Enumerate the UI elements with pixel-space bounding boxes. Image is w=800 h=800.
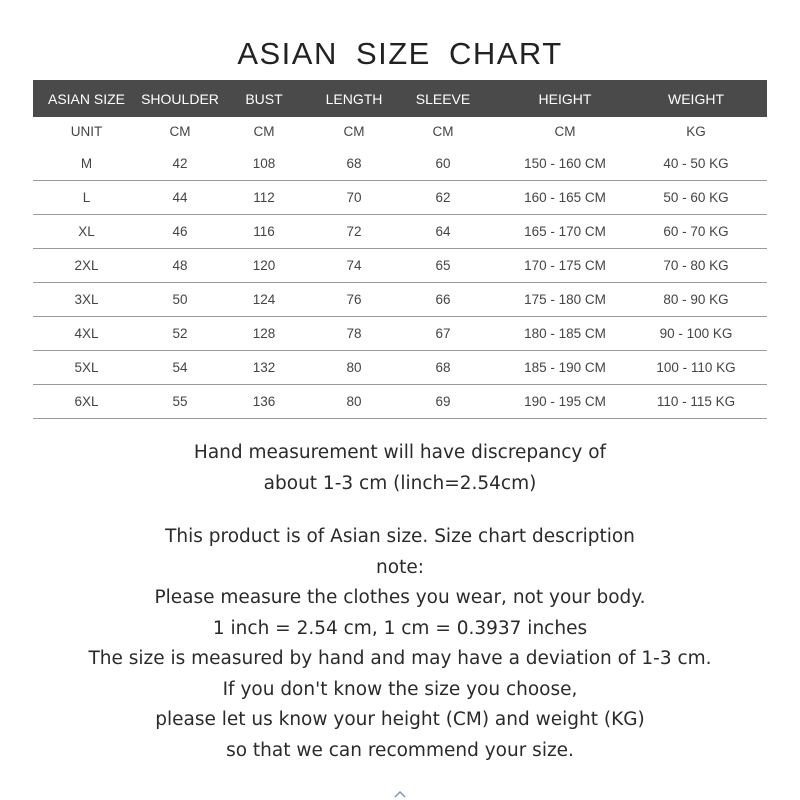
table-cell: L <box>82 190 91 205</box>
table-cell: 70 - 80 KG <box>663 258 729 273</box>
unit-cell: KG <box>686 124 706 139</box>
unit-cell: CM <box>169 124 191 139</box>
table-cell: 80 <box>346 360 362 375</box>
table-header <box>33 80 767 117</box>
table-cell: 120 <box>252 258 276 273</box>
table-cell: 90 - 100 KG <box>659 326 733 341</box>
unit-cell: CM <box>554 124 576 139</box>
table-cell: 170 - 175 CM <box>524 258 606 273</box>
table-cell: 46 <box>172 224 188 239</box>
unit-cell: UNIT <box>70 124 103 139</box>
table-cell: 165 - 170 CM <box>524 224 606 239</box>
table-cell: 66 <box>435 292 451 307</box>
table-cell: 112 <box>253 190 275 205</box>
header-sleeve: SLEEVE <box>415 91 471 107</box>
table-cell: 185 - 190 CM <box>524 360 606 375</box>
note-line: so that we can recommend your size. <box>226 739 574 761</box>
note-line: Please measure the clothes you wear, not your body. <box>154 587 646 608</box>
chevron-up-icon[interactable] <box>392 788 408 800</box>
table-cell: 65 <box>435 258 451 273</box>
note-line: If you don't know the size you choose, <box>222 678 578 700</box>
table-cell: 42 <box>172 156 188 171</box>
table-cell: 69 <box>435 394 451 409</box>
header-height: HEIGHT <box>538 91 592 107</box>
table-cell: 72 <box>346 224 362 239</box>
unit-row <box>33 117 767 147</box>
unit-cell: CM <box>432 124 454 139</box>
table-cell: 48 <box>172 258 188 273</box>
table-cell: 60 <box>435 156 451 171</box>
table-cell: 4XL <box>74 326 99 341</box>
table-cell: 5XL <box>74 360 99 375</box>
table-cell: 55 <box>172 394 188 409</box>
table-cell: 62 <box>435 190 451 205</box>
header-length: LENGTH <box>325 91 383 107</box>
table-cell: 80 - 90 KG <box>663 292 729 307</box>
table-cell: 76 <box>346 292 362 307</box>
table-cell: 2XL <box>74 258 99 273</box>
table-row <box>33 249 767 283</box>
table-cell: 64 <box>435 224 451 239</box>
table-cell: 180 - 185 CM <box>524 326 606 341</box>
header-shoulder: SHOULDER <box>141 91 219 107</box>
size-chart-title: ASIAN SIZE CHART <box>237 36 563 71</box>
table-row <box>33 181 767 215</box>
measurement-note <box>0 438 800 499</box>
table-cell: 6XL <box>74 394 99 409</box>
note-line: This product is of Asian size. Size chart description <box>165 526 635 547</box>
table-cell: 44 <box>172 190 188 205</box>
table-cell: 68 <box>346 156 362 171</box>
table-cell: 50 <box>172 292 188 307</box>
table-cell: 54 <box>172 360 188 375</box>
table-cell: 150 - 160 CM <box>524 156 606 171</box>
table-cell: 160 - 165 CM <box>524 190 606 205</box>
size-chart-table <box>33 80 767 419</box>
table-cell: 175 - 180 CM <box>524 292 606 307</box>
table-row <box>33 317 767 351</box>
table-cell: 70 <box>346 190 362 205</box>
table-cell: 50 - 60 KG <box>663 190 729 205</box>
table-row <box>33 351 767 385</box>
note-line: 1 inch = 2.54 cm, 1 cm = 0.3937 inches <box>212 617 588 639</box>
table-cell: 110 - 115 KG <box>656 394 736 409</box>
table-cell: M <box>80 156 93 171</box>
table-cell: 80 <box>346 394 362 409</box>
table-cell: 100 - 110 KG <box>656 360 736 375</box>
unit-cell: CM <box>253 124 275 139</box>
table-row <box>33 283 767 317</box>
table-cell: 190 - 195 CM <box>524 394 606 409</box>
header-weight: WEIGHT <box>668 91 724 107</box>
table-cell: 67 <box>435 326 451 341</box>
table-cell: 132 <box>252 360 276 375</box>
table-cell: 116 <box>253 224 275 239</box>
note-line: Hand measurement will have discrepancy of <box>193 442 607 463</box>
unit-cell: CM <box>343 124 365 139</box>
table-body <box>33 147 767 419</box>
table-cell: 74 <box>346 258 362 273</box>
table-cell: 3XL <box>74 292 99 307</box>
table-cell: 78 <box>346 326 362 341</box>
size-description-note <box>0 522 800 766</box>
note-line: The size is measured by hand and may have a deviation of 1-3 cm. <box>88 648 712 669</box>
table-row <box>33 215 767 249</box>
header-bust: BUST <box>245 91 283 107</box>
table-cell: 128 <box>252 326 276 341</box>
note-line: about 1-3 cm (linch=2.54cm) <box>263 472 537 494</box>
note-line: please let us know your height (CM) and weight (KG) <box>155 709 645 730</box>
note-line: note: <box>376 556 424 578</box>
table-cell: 40 - 50 KG <box>663 156 729 171</box>
table-cell: 136 <box>252 394 276 409</box>
table-row <box>33 385 767 419</box>
header-asian-size: ASIAN SIZE <box>47 91 126 107</box>
table-cell: 68 <box>435 360 451 375</box>
table-row <box>33 147 767 181</box>
table-cell: 52 <box>172 326 188 341</box>
table-cell: XL <box>78 224 95 239</box>
table-cell: 60 - 70 KG <box>663 224 729 239</box>
table-cell: 108 <box>252 156 276 171</box>
table-cell: 124 <box>252 292 276 307</box>
